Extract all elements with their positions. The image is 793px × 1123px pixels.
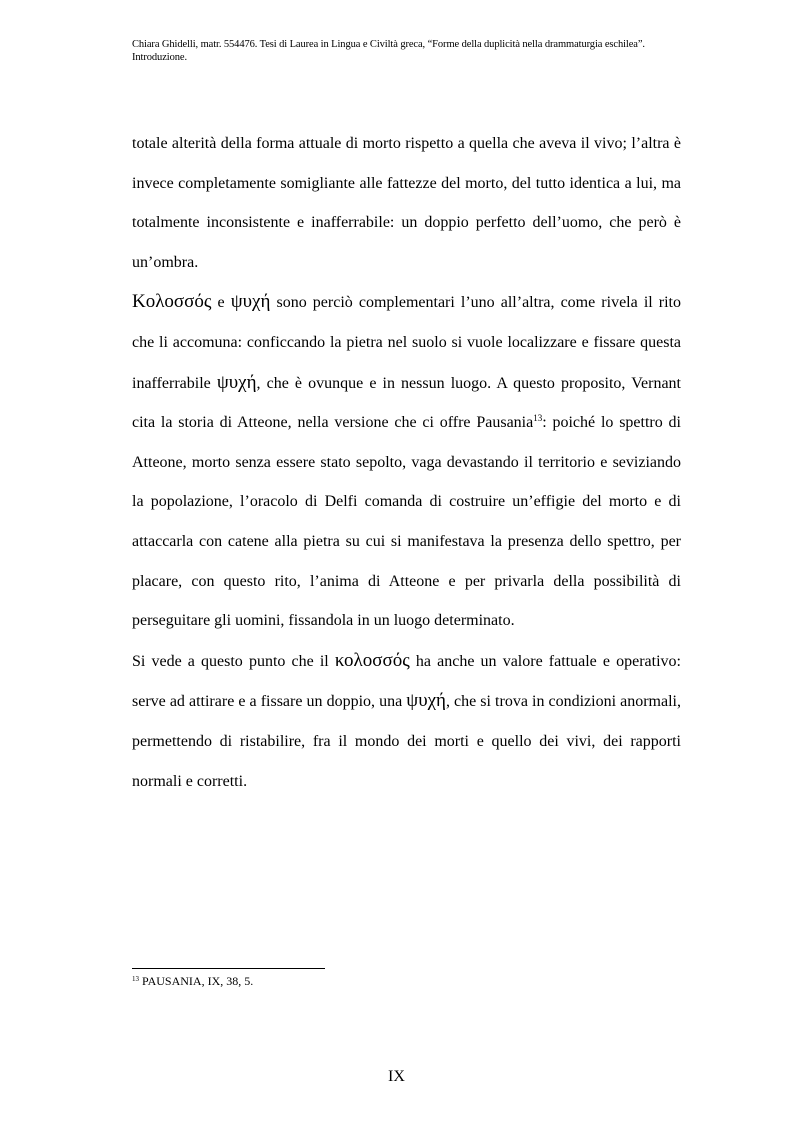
greek-term-kolossos: κολοσσός [334, 649, 410, 671]
paragraph-3-text-1: Si vede a questo punto che il [132, 652, 335, 670]
paragraph-2-text-3: , che è ovunque e in nessun luogo. A questo proposito, Vernant cita la storia di Atteone, nella versione che ci offre Pausania [132, 374, 681, 432]
body-text [132, 124, 681, 801]
paragraph-3 [132, 641, 681, 801]
footnote-separator [132, 968, 325, 969]
footnote-number: 13 [132, 975, 139, 983]
paragraph-2-text-1: e [211, 294, 231, 312]
greek-term-psyche: ψυχή [216, 371, 257, 393]
page-number: IX [388, 1068, 405, 1085]
greek-term-psyche: ψυχή [406, 690, 446, 712]
paragraph-2 [132, 282, 681, 640]
paragraph-2-text-4: : poiché lo spettro di Atteone, morto senza essere stato sepolto, vaga devastando il territorio e seviziando la popolazione, l’oracolo di Delfi comanda di costruire un’effigie del morto e di attaccarla con catene alla pietra su cui si manifestava la presenza dello spettro, per placare, con questo rito, l’anima di Atteone e per privarla della possibilità di perseguitare gli uomini, fissandola in un luogo determinato. [132, 414, 682, 630]
footnote-reference[interactable]: 13 [533, 413, 543, 424]
footnote [132, 974, 253, 988]
greek-term-psyche: ψυχή [230, 291, 271, 313]
paragraph-2-text-2: sono perciò complementari l’uno all’altra, come rivela il rito che li accomuna: conficcando la pietra nel suolo si vuole localizzare e fissare questa inafferrabile [132, 294, 682, 392]
paragraph-3-text-3: , che si trova in condizioni anormali, permettendo di ristabilire, fra il mondo dei morti e quello dei vivi, dei rapporti normali e corretti. [132, 693, 681, 790]
footnote-text: PAUSANIA, IX, 38, 5. [139, 974, 254, 988]
paragraph-1: totale alterità della forma attuale di morto rispetto a quella che aveva il vivo; l’altra è invece completamente somigliante alle fattezze del morto, del tutto identica a lui, ma totalmente inconsistente e inafferrabile: un doppio perfetto dell’uomo, che però è un’ombra. [132, 135, 681, 271]
paragraph-3-text-2: ha anche un valore fattuale e operativo: serve ad attirare e a fissare un doppio, una [132, 652, 681, 711]
running-header-line-1: Chiara Ghidelli, matr. 554476. Tesi di Laurea in Lingua e Civiltà greca, “Forme della duplicità nella drammaturgia eschilea”. [132, 39, 645, 50]
running-header [132, 38, 692, 64]
running-header-line-2: Introduzione. [132, 52, 187, 63]
greek-term-kolossos: Κολοσσός [132, 291, 212, 313]
